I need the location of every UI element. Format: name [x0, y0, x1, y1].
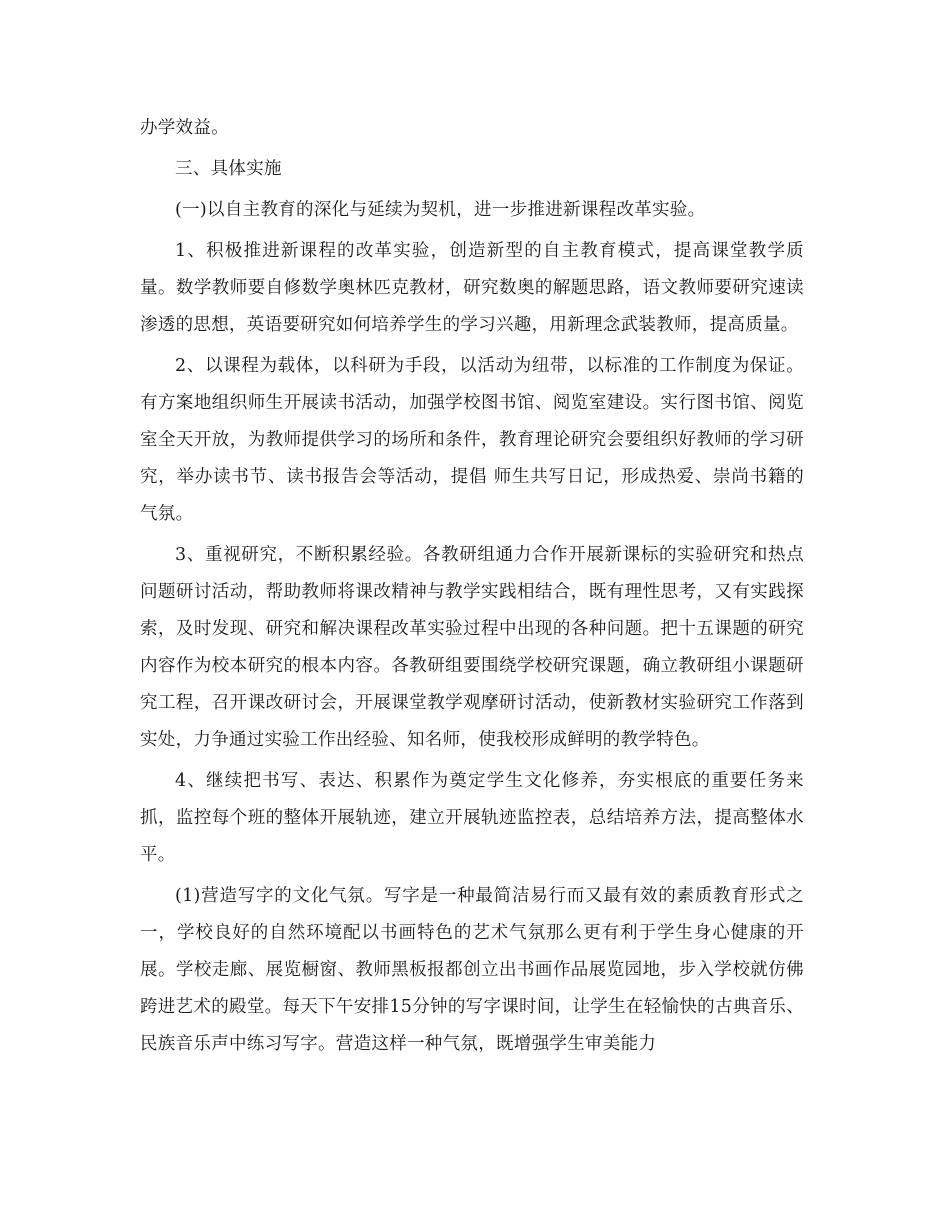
- paragraph-item-2: 2、以课程为载体，以科研为手段，以活动为纽带，以标准的工作制度为保证。有方案地组织师生开展读书活动，加强学校图书馆、阅览室建设。实行图书馆、阅览室全天开放，为教师提供学习的场所和条件，教育理论研究会要组织好教师的学习研究，举办读书节、读书报告会等活动，提倡 师生共写日记，形成热爱、崇尚书籍的气氛。: [140, 356, 804, 524]
- paragraph-item-1: 1、积极推进新课程的改革实验，创造新型的自主教育模式，提高课堂教学质量。数学教师要自修数学奥林匹克教材，研究数奥的解题思路，语文教师要研究速读渗透的思想，英语要研究如何培养学生的学习兴趣，用新理念武装教师，提高质量。: [140, 241, 804, 335]
- paragraph-item-4: 4、继续把书写、表达、积累作为奠定学生文化修养，夯实根底的重要任务来抓，监控每个班的整体开展轨迹，建立开展轨迹监控表，总结培养方法，提高整体水平。: [140, 771, 804, 865]
- paragraph-item-3: 3、重视研究，不断积累经验。各教研组通力合作开展新课标的实验研究和热点问题研讨活动，帮助教师将课改精神与教学实践相结合，既有理性思考，又有实践探索，及时发现、研究和解决课程改革实验过程中出现的各种问题。把十五课题的研究内容作为校本研究的根本内容。各教研组要围绕学校研究课题，确立教研组小课题研究工程，召开课改研讨会，开展课堂教学观摩研讨活动，使新教材实验研究工作落到实处，力争通过实验工作出经验、知名师，使我校形成鲜明的教学特色。: [140, 545, 804, 750]
- subsection-heading-1: (一)以自主教育的深化与延续为契机，进一步推进新课程改革实验。: [175, 200, 706, 220]
- section-heading-implementation: 三、具体实施: [175, 159, 282, 179]
- paragraph-continuation: 办学效益。: [140, 118, 229, 138]
- paragraph-subitem-1: (1)营造写字的文化气氛。写字是一种最简洁易行而又最有效的素质教育形式之一，学校良好的自然环境配以书画特色的艺术气氛那么更有利于学生身心健康的开展。学校走廊、展览橱窗、教师黑板报都创立出书画作品展览园地，步入学校就仿佛跨进艺术的殿堂。每天下午安排15分钟的写字课时间，让学生在轻愉快的古典音乐、民族音乐声中练习写字。营造这样一种气氛，既增强学生审美能力: [140, 886, 804, 1054]
- document-body: [140, 110, 804, 1067]
